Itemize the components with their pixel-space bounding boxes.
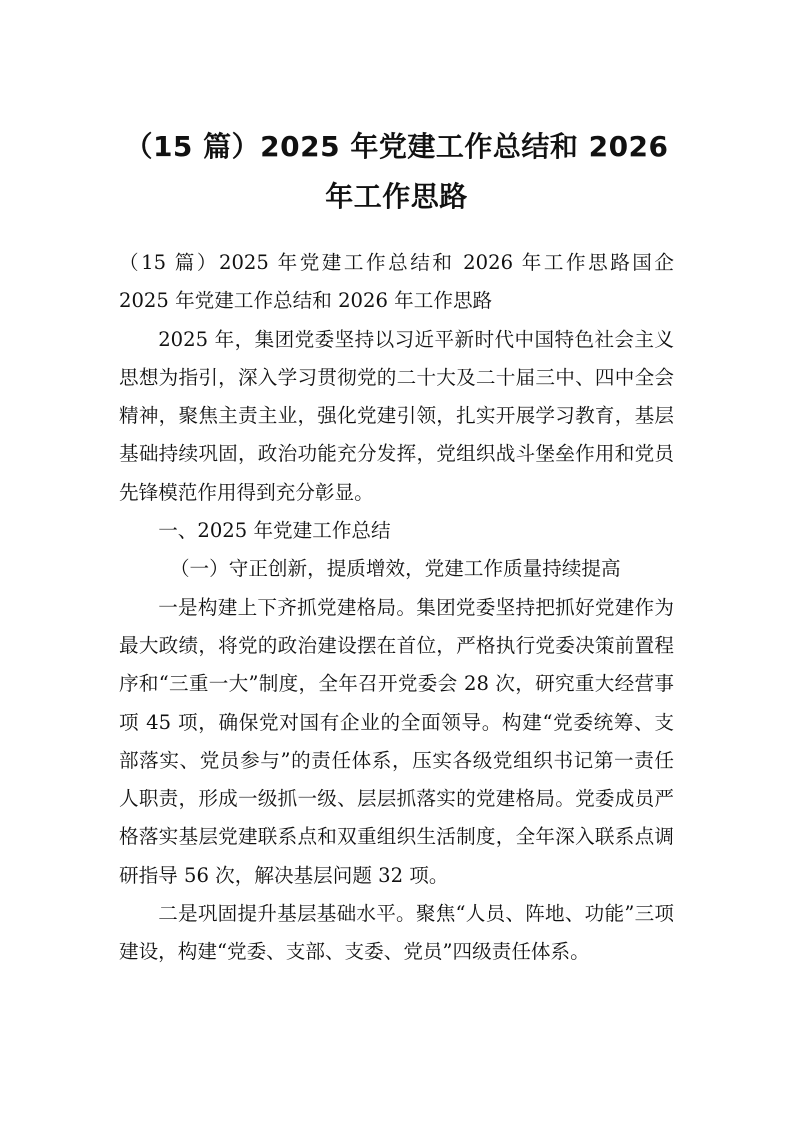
document-title: （15 篇）2025 年党建工作总结和 2026 年工作思路: [124, 130, 669, 213]
subsection-heading: （一）守正创新，提质增效，党建工作质量持续提高: [169, 557, 621, 581]
section-heading: 一、2025 年党建工作总结: [158, 519, 391, 543]
body-paragraph: 一是构建上下齐抓党建格局。集团党委坚持把抓好党建作为最大政绩，将党的政治建设摆在首位，严格执行党委决策前置程序和“三重一大”制度，全年召开党委会 28 次，研究重大经营事项 45 项，确保党对国有企业的全面领导。构建“党委统筹、支部落实、党员参与”的责任体系，压实各级党组织书记第一责任人职责，形成一级抓一级、层层抓落实的党建格局。党委成员严格落实基层党建联系点和双重组织生活制度，全年深入联系点调研指导 56 次，解决基层问题 32 项。: [119, 595, 674, 887]
overview-paragraph: 2025 年，集团党委坚持以习近平新时代中国特色社会主义思想为指引，深入学习贯彻党的二十大及二十届三中、四中全会精神，聚焦主责主业，强化党建引领，扎实开展学习教育，基层基础持续巩固，政治功能充分发挥，党组织战斗堡垒作用和党员先锋模范作用得到充分彰显。: [119, 327, 674, 504]
document-body: [119, 244, 674, 972]
intro-paragraph: （15 篇）2025 年党建工作总结和 2026 年工作思路国企 2025 年党建工作总结和 2026 年工作思路: [119, 251, 674, 313]
body-paragraph: 二是巩固提升基层基础水平。聚焦“人员、阵地、功能”三项建设，构建“党委、支部、支委、党员”四级责任体系。: [119, 902, 674, 964]
